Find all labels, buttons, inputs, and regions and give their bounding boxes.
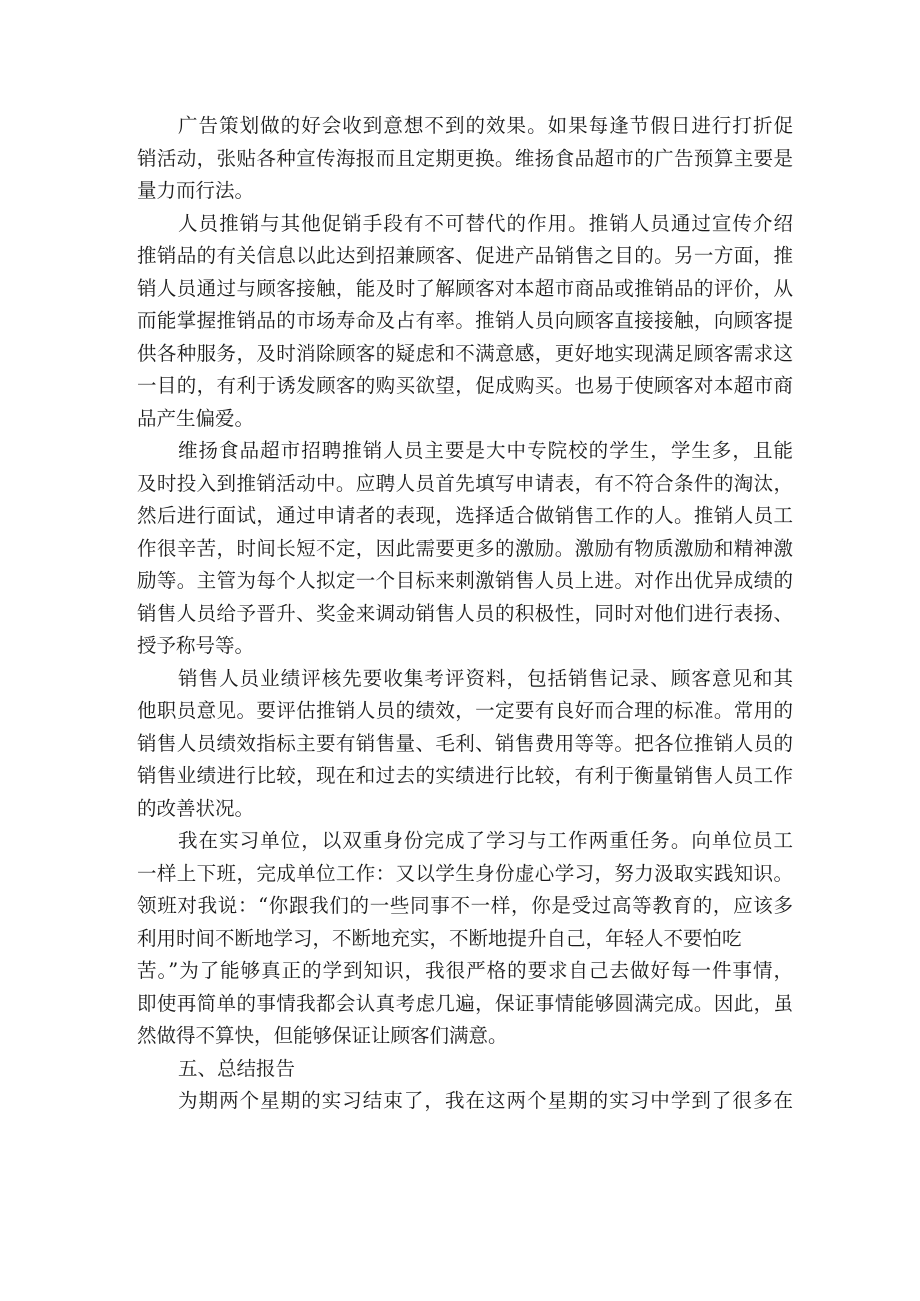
section-heading: 五、总结报告: [178, 1056, 296, 1080]
paragraph-line: 而能掌握推销品的市场寿命及占有率。推销人员向顾客直接接触，向顾客提: [137, 309, 793, 332]
paragraph-line: 即使再简单的事情我都会认真考虑几遍，保证事情能够圆满完成。因此，虽: [137, 991, 793, 1015]
paragraph-line: 利用时间不断地学习，不断地充实，不断地提升自己，年轻人不要怕吃: [137, 926, 742, 950]
paragraph-line: 销售业绩进行比较，现在和过去的实绩进行比较，有利于衡量销售人员工作: [137, 764, 793, 787]
paragraph-line: 推销品的有关信息以此达到招兼顾客、促进产品销售之目的。另一方面，推: [137, 244, 793, 267]
paragraph-line: 一样上下班，完成单位工作：又以学生身份虚心学习，努力汲取实践知识。: [137, 861, 793, 885]
closing-line: 为期两个星期的实习结束了，我在这两个星期的实习中学到了很多在: [178, 1089, 793, 1112]
paragraph-line: 一目的，有利于诱发顾客的购买欲望，促成购买。也易于使顾客对本超市商: [137, 374, 793, 397]
paragraph-line: 品产生偏爱。: [137, 406, 255, 430]
paragraph-line: 我在实习单位，以双重身份完成了学习与工作两重任务。向单位员工: [178, 829, 793, 852]
paragraph-line: 及时投入到推销活动中。应聘人员首先填写申请表，有不符合条件的淘汰，: [137, 471, 793, 495]
paragraph-line: 广告策划做的好会收到意想不到的效果。如果每逢节假日进行打折促: [178, 114, 793, 137]
paragraph-line: 销售人员业绩评核先要收集考评资料，包括销售记录、顾客意见和其: [178, 666, 793, 690]
paragraph-line: 量力而行法。: [137, 179, 255, 202]
paragraph-line: 维扬食品超市招聘推销人员主要是大中专院校的学生，学生多，且能: [178, 439, 793, 462]
paragraph-line: 销活动，张贴各种宣传海报而且定期更换。维扬食品超市的广告预算主要是: [137, 146, 793, 170]
paragraph-evaluation: [137, 663, 793, 826]
paragraph-line: 销人员通过与顾客接触，能及时了解顾客对本超市商品或推销品的评价，从: [137, 276, 793, 300]
paragraph-line: 的改善状况。: [137, 796, 255, 820]
paragraph-line: 供各种服务，及时消除顾客的疑虑和不满意感，更好地实现满足顾客需求这: [137, 341, 793, 365]
paragraph-line: 授予称号等。: [137, 634, 255, 657]
paragraph-line: 人员推销与其他促销手段有不可替代的作用。推销人员通过宣传介绍: [178, 211, 793, 235]
paragraph-internship: [137, 825, 793, 1053]
paragraph-line: 领班对我说：“你跟我们的一些同事不一样，你是受过高等教育的，应该多: [137, 894, 793, 917]
paragraph-line: 他职员意见。要评估推销人员的绩效，一定要有良好而合理的标准。常用的: [137, 699, 793, 722]
paragraph-line: 然做得不算快，但能够保证让顾客们满意。: [137, 1024, 508, 1047]
paragraph-line: 然后进行面试，通过申请者的表现，选择适合做销售工作的人。推销人员工: [137, 504, 793, 527]
paragraph-personal-selling: [137, 208, 793, 436]
paragraph-line: 销售人员绩效指标主要有销售量、毛利、销售费用等等。把各位推销人员的: [137, 731, 793, 755]
paragraph-advertising: [137, 110, 793, 208]
paragraph-line: 励等。主管为每个人拟定一个目标来刺激销售人员上进。对作出优异成绩的: [137, 569, 793, 592]
paragraph-recruitment: [137, 435, 793, 663]
paragraph-line: 苦。”为了能够真正的学到知识，我很严格的要求自己去做好每一件事情，: [137, 959, 793, 982]
paragraph-line: 作很辛苦，时间长短不定，因此需要更多的激励。激励有物质激励和精神激: [137, 536, 793, 560]
document-page: [137, 110, 793, 1118]
paragraph-line: 销售人员给予晋升、奖金来调动销售人员的积极性，同时对他们进行表扬、: [137, 601, 793, 625]
